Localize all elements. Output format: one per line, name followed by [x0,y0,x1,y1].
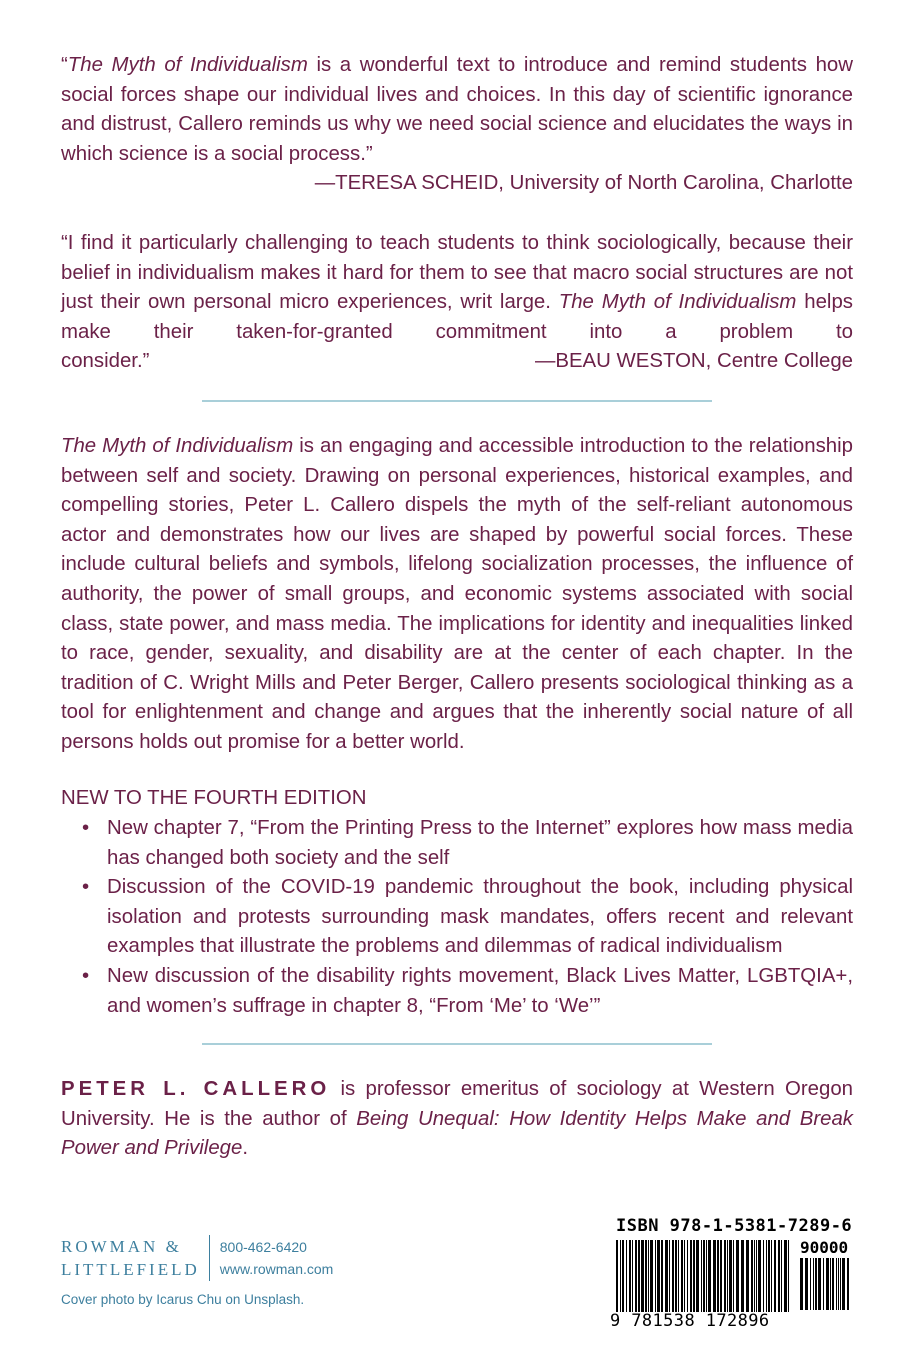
publisher-logo: ROWMAN & LITTLEFIELD [61,1237,200,1279]
author-bio: PETER L. CALLERO is professor emeritus of sociology at Western Oregon University. He is the author of Being Unequal: How Identity Helps Make and Break Power and Privilege. [61,1078,854,1160]
quote-beau-weston [61,229,853,377]
barcode-bar [616,1240,618,1312]
barcode-bar [655,1240,656,1312]
barcode-bar [717,1240,719,1312]
divider-rule [202,1043,712,1045]
barcode-bar [754,1240,755,1312]
description-text: is an engaging and accessible introduction to the relationship between self and society. Drawing on personal experiences, historical examples, and compelling stories, Peter L. Callero dispels the myth of the self-reliant autonomous actor and demonstrates how our lives are shaped by powerful social forces. These include cultural beliefs and symbols, lifelong socialization processes, the influence of authority, the power of small groups, and economic systems associated with social class, state power, and mass media. The implications for identity and inequalities linked to race, gender, sexuality, and disability are at the center of each chapter. In the tradition of C. Wright Mills and Peter Berger, Callero presents sociological thinking as a tool for enlightenment and change and argues that the inherently social nature of all persons holds out promise for a better world. [61,435,853,753]
barcode-bar [681,1240,683,1312]
barcode-bar [678,1240,679,1312]
barcode-bar [784,1240,787,1312]
barcode-bar [645,1240,647,1312]
barcode-bar [813,1258,814,1310]
barcode-bar [701,1240,702,1312]
book-title: The Myth of Individualism [67,54,308,76]
barcode-bar [629,1240,631,1312]
ean-barcode-graphic [616,1240,792,1312]
barcode-bar [708,1240,711,1312]
barcode-bar [736,1240,739,1312]
book-description [61,432,853,758]
barcode-bar [669,1240,670,1312]
barcode-bar [758,1240,761,1312]
barcode-bar [800,1258,803,1310]
barcode-bar [774,1240,776,1312]
barcode-bar [724,1240,726,1312]
barcode-bar [690,1240,692,1312]
barcode-bar [830,1258,831,1310]
barcode-bar [815,1258,817,1310]
barcode-bar [818,1258,821,1310]
barcode-bar [622,1240,624,1312]
list-item: • New discussion of the disability rights movement, Black Lives Matter, LGBTQIA+, and women’s suffrage in chapter 8, “From ‘Me’ to ‘We’” [61,962,853,1021]
new-edition-list [61,814,853,1021]
publisher-block [61,1234,333,1282]
quote-text: “I find it particularly challenging to teach students to think sociologically, because their belief in individualism makes it hard for them to see that macro social structures are not just their own personal micro experiences, writ large. The Myth of Individualism helps make their taken-for-granted commitment into a problem to [61,232,853,343]
barcode-bar [771,1240,772,1312]
barcode-bar [842,1258,845,1310]
list-item: • Discussion of the COVID-19 pandemic throughout the book, including physical isolation and protests surrounding mask mandates, offers recent and relevant examples that illustrate the problems and dilemmas of radical individualism [61,873,853,962]
quote-last-word: consider.” [61,350,150,373]
barcode-bar [672,1240,674,1312]
barcode-bar [805,1258,808,1310]
barcode-bar [832,1258,834,1310]
price-code: 90000 [800,1238,849,1257]
barcode-bar [703,1240,705,1312]
barcode-bar [768,1240,770,1312]
barcode-bar [696,1240,699,1312]
barcode-bar [781,1240,782,1312]
new-edition-heading: NEW TO THE FOURTH EDITION [61,787,367,809]
isbn-number: ISBN 978-1-5381-7289-6 [616,1216,853,1236]
barcode-bar [823,1258,824,1310]
barcode-bar [733,1240,734,1312]
publisher-website: www.rowman.com [219,1261,334,1277]
barcode-bar [713,1240,716,1312]
barcode-bar [632,1240,633,1312]
barcode-bar [751,1240,753,1312]
barcode-bar [665,1240,668,1312]
divider-rule [202,400,712,402]
barcode-bar [788,1240,789,1312]
barcode-bar [810,1258,811,1310]
barcode-digits: 9 781538 172896 [610,1311,770,1331]
author-book-title: Being Unequal: How Identity Helps Make and Break Power and Privilege [61,1107,853,1160]
barcode-bar [706,1240,707,1312]
barcode-bar [763,1240,764,1312]
quote-teresa-scheid [61,51,853,199]
publisher-phone: 800-462-6420 [219,1239,307,1255]
barcode-bar [687,1240,688,1312]
quote-attribution: —BEAU WESTON, Centre College [534,350,853,373]
barcode-bar [661,1240,663,1312]
barcode-bar [840,1258,841,1310]
author-name: PETER L. CALLERO [61,1078,331,1100]
barcode-bar [635,1240,637,1312]
barcode-bar [741,1240,744,1312]
barcode-bar [648,1240,649,1312]
publisher-divider [209,1235,210,1281]
barcode-bar [826,1258,829,1310]
isbn-barcode [610,1216,856,1332]
barcode-bar [641,1240,644,1312]
barcode-bar [693,1240,695,1312]
addon-barcode-graphic [800,1258,852,1328]
barcode-bar [766,1240,767,1312]
list-item: • New chapter 7, “From the Printing Press to the Internet” explores how mass media has changed both society and the self [61,814,853,873]
barcode-bar [838,1258,839,1310]
barcode-bar [620,1240,621,1312]
quote-attribution: —TERESA SCHEID, University of North Carolina, Charlotte [314,172,853,195]
barcode-bar [626,1240,627,1312]
book-title: The Myth of Individualism [558,291,797,314]
barcode-bar [778,1240,780,1312]
barcode-bar [650,1240,653,1312]
barcode-bar [746,1240,749,1312]
barcode-bar [847,1258,849,1310]
photo-credit: Cover photo by Icarus Chu on Unsplash. [61,1292,305,1307]
barcode-bar [836,1258,837,1310]
barcode-bar [729,1240,732,1312]
book-title: The Myth of Individualism [61,435,294,457]
barcode-bar [638,1240,640,1312]
quote-text: “The Myth of Individualism is a wonderful text to introduce and remind students how social forces shape our individual lives and choices. In this day of scientific ignorance and distrust, Callero reminds us why we need social science and elucidates the ways in which science is a social process.” [61,54,853,165]
barcode-bar [684,1240,685,1312]
barcode-bar [756,1240,757,1312]
publisher-contact [220,1236,334,1280]
barcode-bar [720,1240,722,1312]
barcode-bar [727,1240,728,1312]
barcode-bar [657,1240,660,1312]
barcode-bar [675,1240,677,1312]
